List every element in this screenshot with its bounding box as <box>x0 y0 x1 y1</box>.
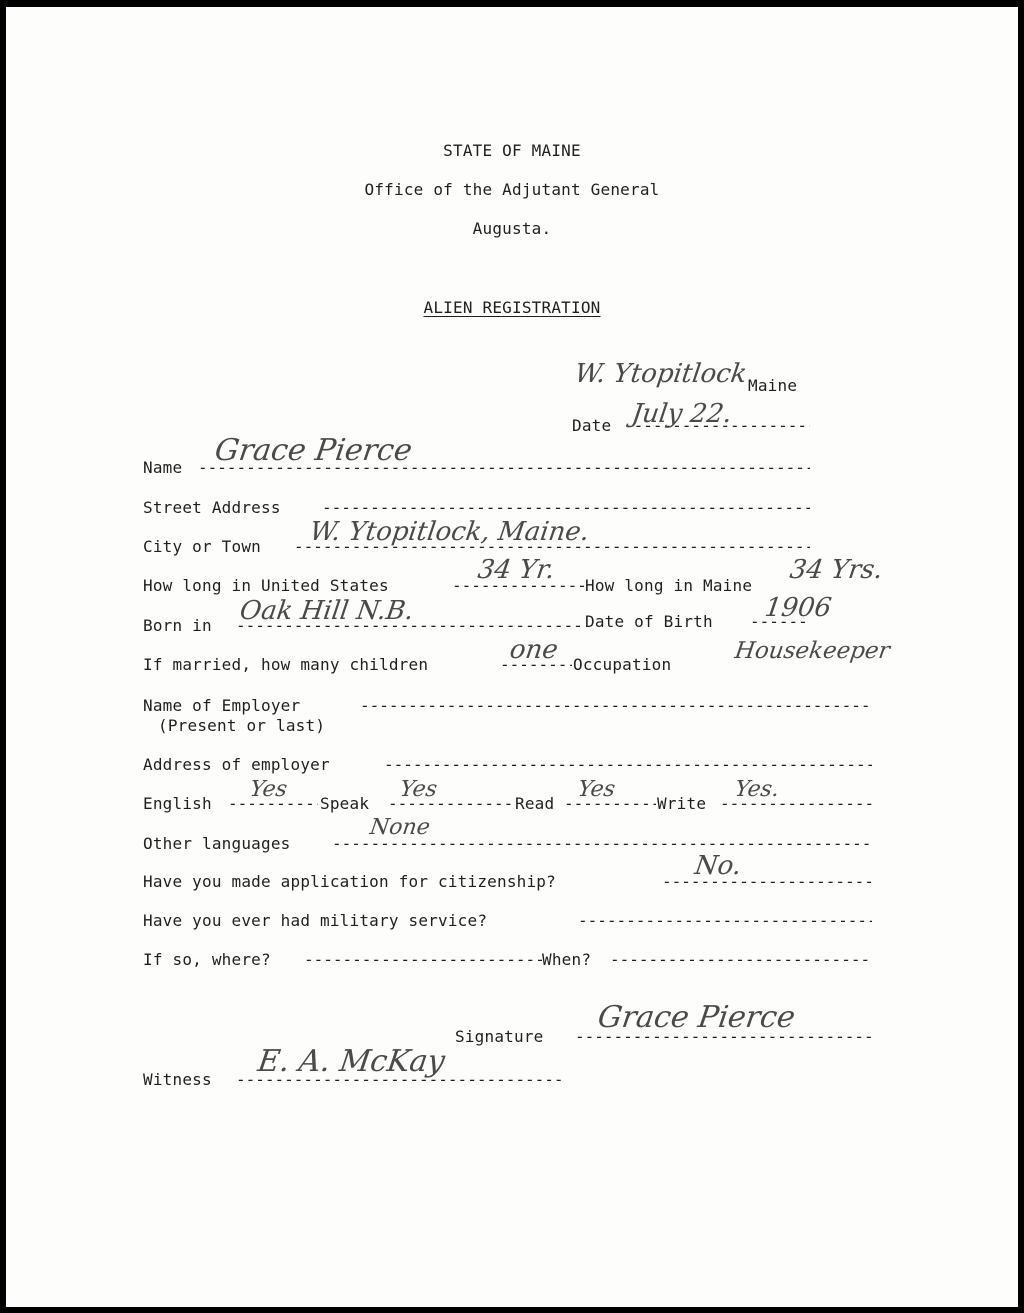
form-title: ALIEN REGISTRATION <box>423 298 601 317</box>
us-years-value: 34 Yr. <box>475 555 557 585</box>
when-line <box>610 950 872 970</box>
citizenship-value: No. <box>692 851 744 881</box>
street-label: Street Address <box>143 498 281 517</box>
maine-years-label: How long in Maine <box>585 576 753 595</box>
place-handwritten: W. Ytopitlock <box>572 359 749 389</box>
other-languages-label: Other languages <box>143 834 291 853</box>
witness-value: E. A. McKay <box>255 1044 448 1079</box>
english-value: Yes <box>248 777 289 802</box>
citizenship-label: Have you made application for citizenship? <box>143 872 556 891</box>
date-value: July 22. <box>629 399 734 429</box>
signature-value: Grace Pierce <box>595 1000 798 1035</box>
speak-label: Speak <box>320 794 370 813</box>
military-label: Have you ever had military service? <box>143 911 488 930</box>
english-label: English <box>143 794 212 813</box>
witness-label: Witness <box>143 1070 212 1089</box>
children-label: If married, how many children <box>143 655 429 674</box>
when-label: When? <box>542 950 592 969</box>
occupation-label: Occupation <box>573 655 672 674</box>
write-value: Yes. <box>733 777 781 802</box>
read-label: Read <box>515 794 555 813</box>
dob-value: 1906 <box>762 593 834 623</box>
date-label: Date <box>572 416 612 435</box>
employer-address-line <box>384 755 872 775</box>
military-line <box>578 911 872 931</box>
born-value: Oak Hill N.B. <box>237 596 416 626</box>
read-value: Yes <box>576 777 617 802</box>
signature-label: Signature <box>455 1027 544 1046</box>
write-label: Write <box>657 794 707 813</box>
employer-label: Name of Employer <box>143 696 301 715</box>
employer-sublabel: (Present or last) <box>158 716 326 735</box>
city-value: W. Ytopitlock, Maine. <box>307 517 592 547</box>
name-label: Name <box>143 458 183 477</box>
where-line <box>304 950 542 970</box>
occupation-value: Housekeeper <box>733 638 892 664</box>
employer-line <box>360 696 872 716</box>
employer-address-label: Address of employer <box>143 755 330 774</box>
maine-years-value: 34 Yrs. <box>787 555 885 585</box>
us-years-label: How long in United States <box>143 576 389 595</box>
city-label: City or Town <box>143 537 261 556</box>
speak-value: Yes <box>398 777 439 802</box>
born-label: Born in <box>143 616 212 635</box>
dob-label: Date of Birth <box>585 612 713 631</box>
state-heading: STATE OF MAINE <box>443 141 581 160</box>
office-heading: Office of the Adjutant General <box>364 180 660 199</box>
street-line <box>322 498 810 518</box>
where-label: If so, where? <box>143 950 271 969</box>
city-heading: Augusta. <box>472 219 552 238</box>
children-value: one <box>507 635 560 665</box>
other-languages-value: None <box>368 815 432 840</box>
place-suffix: Maine <box>748 376 798 395</box>
name-value: Grace Pierce <box>212 433 415 468</box>
